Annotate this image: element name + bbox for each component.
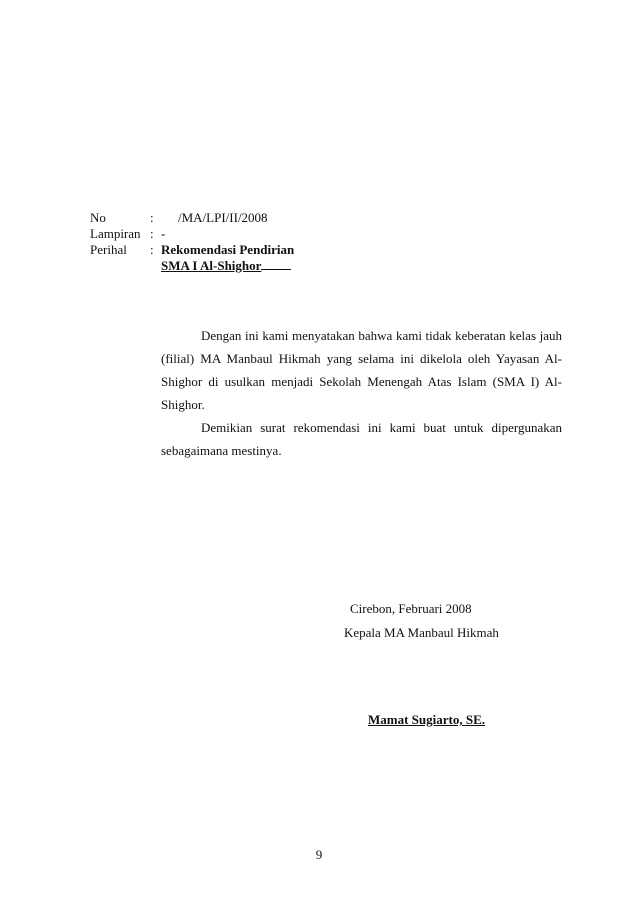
body-paragraph-2: Demikian surat rekomendasi ini kami buat untuk dipergunakan sebagaimana mestinya.	[161, 420, 562, 458]
lampiran-colon: :	[150, 226, 154, 241]
no-colon: :	[150, 210, 154, 225]
perihal-colon: :	[150, 242, 154, 257]
place-date: Cirebon, Februari 2008	[350, 601, 472, 616]
no-label: No	[90, 210, 106, 225]
signatory-name: Mamat Sugiarto, SE.	[368, 712, 485, 727]
body-paragraph-1: Dengan ini kami menyatakan bahwa kami tidak keberatan kelas jauh (filial) MA Manbaul Hikmah yang selama ini dikelola oleh Yayasan Al-Shighor di usulkan menjadi Sekolah Menengah Atas Islam (SMA I) Al-Shighor.	[161, 328, 562, 412]
signatory-position: Kepala MA Manbaul Hikmah	[344, 625, 499, 640]
perihal-subject-text: SMA I Al-Shighor	[161, 258, 262, 273]
perihal-subject-line2	[161, 257, 291, 274]
lampiran-label: Lampiran	[90, 226, 141, 241]
perihal-label: Perihal	[90, 242, 127, 257]
subject-underline-rule	[261, 257, 291, 270]
lampiran-value: -	[161, 226, 166, 241]
letter-number: /MA/LPI/II/2008	[178, 210, 268, 225]
page-number: 9	[315, 847, 323, 862]
perihal-subject-line1: Rekomendasi Pendirian	[161, 242, 295, 257]
letter-body	[161, 324, 562, 462]
